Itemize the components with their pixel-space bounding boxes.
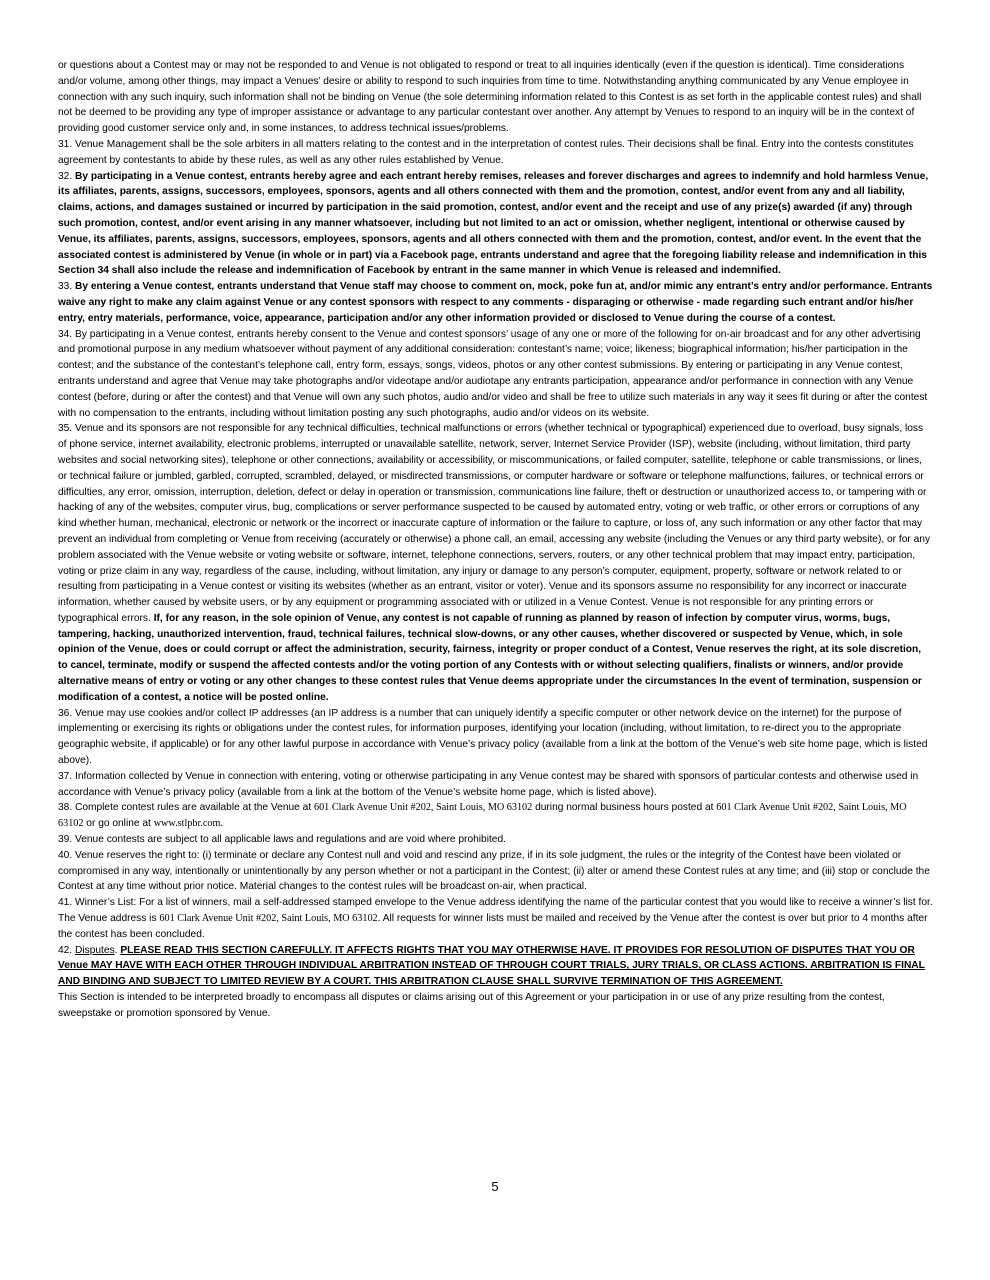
paragraph-32-bold-text: By participating in a Venue contest, entrants hereby agree and each entrant hereby remises, releases and forever discharges and agrees to indemnify and hold harmless Venue, its affiliates, parents, assigns, successors, employees, sponsors, agents and all others connected with them and the promotion, contest, and/or event from any and all liability, claims, actions, and damages sustained or incurred by participation in the said promotion, contest, and/or event and the receipt and use of any prize(s) awarded (if any) through such promotion, contest, and/or event arising in any manner whatsoever, including but not limited to an act or omission, whether negligent, intentional or otherwise caused by Venue, its affiliates, parents, assigns, successors, employees, sponsors, agents and all others connected with them and the promotion, contest, and/or event. In the event that the associated contest is administered by Venue (in whole or in part) via a Facebook page, entrants understand and agree that the foregoing liability release and indemnification in this Section 34 shall also include the release and indemnification of Facebook by entrant in the same manner in which Venue is released and indemnified. xyxy=(58,170,929,277)
paragraph-32 xyxy=(58,169,933,280)
paragraph-32-number: 32. xyxy=(58,170,75,182)
paragraph-33 xyxy=(58,279,933,326)
paragraph-33-bold-text: By entering a Venue contest, entrants understand that Venue staff may choose to comment on, mock, poke fun at, and/or mimic any entrant’s entry and/or performance. Entrants waive any right to make any claim against Venue or any contest sponsors with respect to any comments - disparaging or otherwise - made regarding such entrant and/or his/her entry, entry materials, performance, voice, appearance, participation and/or any other information provided or disclosed to Venue during the course of a contest. xyxy=(58,281,933,324)
arbitration-notice: PLEASE READ THIS SECTION CAREFULLY. IT AFFECTS RIGHTS THAT YOU MAY OTHERWISE HAVE. IT PROVIDES FOR RESOLUTION OF DISPUTES THAT YOU OR Venue MAY HAVE WITH EACH OTHER THROUGH INDIVIDUAL ARBITRATION INSTEAD OF THROUGH COURT TRIALS, JURY TRIALS, OR CLASS ACTIONS. ARBITRATION IS FINAL AND BINDING AND SUBJECT TO LIMITED REVIEW BY A COURT. THIS ARBITRATION CLAUSE SHALL SURVIVE TERMINATION OF THIS AGREEMENT. xyxy=(58,944,925,988)
paragraph-41 xyxy=(58,895,933,942)
venue-address: 601 Clark Avenue Unit #202, Saint Louis, MO 63102 xyxy=(313,802,533,814)
paragraph-38-lead: 38. Complete contest rules are available at the Venue at xyxy=(58,802,314,814)
paragraph-35-bold-text: If, for any reason, in the sole opinion of Venue, any contest is not capable of running as planned by reason of infection by computer virus, worms, bugs, tampering, hacking, unauthorized intervention, fraud, technical failures, technical slow-downs, or any other causes, whether discovered or suspected by Venue, which, in sole opinion of the Venue, does or could corrupt or affect the administration, security, fairness, integrity or proper conduct of a Contest, Venue reserves the right, at its sole discretion, to cancel, terminate, modify or suspend the affected contests and/or the voting portion of any Contests with or without selecting qualifiers, finalists or winners, and/or provide alternative means of entry or voting or any other changes to these contest rules that Venue deems appropriate under the circumstances In the event of termination, suspension or modification of a contest, a notice will be posted online. xyxy=(58,612,922,703)
paragraph-35-text: 35. Venue and its sponsors are not responsible for any technical difficulties, technical malfunctions or errors (whether technical or typographical) experienced due to overload, busy signals, loss of phone service, internet availability, electronic problems, interrupted or unavailable satellite, network, server, Internet Service Provider (ISP), website (including, without limitation, third party websites and social networking sites), telephone or other connections, availability or accessibility, or miscommunications, or failed computer, satellite, telephone or cable transmissions, or lines, or technical failure or jumbled, garbled, corrupted, scrambled, delayed, or misdirected transmissions, or computer hardware or software or telephone malfunctions, failures, or technical errors or difficulties, any error, omission, interruption, deletion, defect or delay in operation or transmission, communications line failure, theft or destruction or unauthorized access to, or tampering with or hacking of any of the websites, computer virus, bug, complications or server performance suspected to be caused by automated entry, voting or web traffic, or other errors or corruptions of any kind whether human, mechanical, electronic or network or the incorrect or inaccurate capture of information or the failure to capture, or loss of, any such information or any other factor that may prevent an individual from completing or Venue from receiving (accurately or otherwise) a phone call, an email, accessing any website (including the Venues or any third party website), or for any problem associated with the Venue website or voting website or software, internet, telephone connections, servers, routers, or any other technical problem that may impact entry, participation, voting or prize claim in any way, regardless of the cause, including, without limitation, any injury or damage to any person’s computer, equipment, property, software or network related to or resulting from participating in a Venue contest or visiting its websites (whether as an entrant, visitor or voter). Venue and its sponsors assume no responsibility for any incorrect or inaccurate information, whether caused by website users, or by any equipment or programming associated with or utilized in a Venue Contest. Venue is not responsible for any printing errors or typographical errors. xyxy=(58,423,931,624)
paragraph-38 xyxy=(58,800,933,832)
document-body xyxy=(58,58,933,1022)
paragraph-41-tail: . All requests for winner lists must be mailed and received by the Venue after the contest is over but prior to 4 months after the contest has been concluded. xyxy=(58,913,928,940)
website-url: www.stlpbr.com. xyxy=(153,818,223,830)
venue-address: 601 Clark Avenue Unit #202, Saint Louis, MO 63102 xyxy=(58,802,907,830)
venue-address: 601 Clark Avenue Unit #202, Saint Louis, MO 63102 xyxy=(159,913,378,925)
paragraph-38-mid: during normal business hours posted at xyxy=(532,802,717,814)
paragraph-38-online: or go online at xyxy=(83,818,154,830)
paragraph-34: 34. By participating in a Venue contest, entrants hereby consent to the Venue and contest sponsors’ usage of any one or more of the following for on-air broadcast and for any other advertising and promotional purpose in any medium whatsoever without payment of any additional consideration: contestant’s name; voice; likeness; biographical information; his/her participation in the contest; and the substance of the contestant’s telephone call, entry form, essays, songs, videos, photos or any other contest submissions. By entering or participating in any Venue contest, entrants understand and agree that Venue may take photographs and/or videotape and/or audiotape any entrants participation, appearance and/or performance in connection with any Venue contest (before, during or after the contest) and that Venue will own any such photos, audio and/or video and shall be free to utilize such materials in any way it sees fit during or after the contest with no compensation to the entrants, including without limitation posting any such photographs, audio and/or videos on its website. xyxy=(58,328,928,419)
page-number: 5 xyxy=(491,1179,499,1194)
paragraph-42-period: . xyxy=(114,944,121,956)
paragraph-42 xyxy=(58,943,933,990)
paragraph-31: 31. Venue Management shall be the sole arbiters in all matters relating to the contest and in the interpretation of contest rules. Their decisions shall be final. Entry into the contests constitutes agreement by contestants to abide by these rules, as well as any other rules established by Venue. xyxy=(58,138,914,166)
paragraph-41-lead: 41. Winner’s List: For a list of winners, mail a self-addressed stamped envelope to the Venue address identifying the name of the particular contest that you would like to receive a winner’s list for. The Venue address is xyxy=(58,897,933,925)
paragraph-35 xyxy=(58,421,933,705)
paragraph-intro: or questions about a Contest may or may not be responded to and Venue is not obligated to respond or treat to all inquiries identically (even if the question is identical). Time considerations and/or volume, among other things, may impact a Venues’ desire or ability to respond to such inquiries from time to time. Notwithstanding anything communicated by any Venue employee in connection with any such inquiry, such information shall not be binding on Venue (the sole determining information related to this Contest is as set forth in the applicable contest rules) and shall not be deemed to be providing any type of improper assistance or advantage to any particular contestant over another. Any attempt by Venues to respond to an inquiry will be in the context of providing good customer service only and, in some instances, to address technical issues/problems. xyxy=(58,60,922,135)
paragraph-36: 36. Venue may use cookies and/or collect IP addresses (an IP address is a number that can uniquely identify a specific computer or other network device on the internet) for the purpose of implementing or exercising its rights or obligations under the contest rules, for information purposes, identifying your location (including, without limitation, to re-direct you to the appropriate geographic website, if applicable) or for any other lawful purpose in accordance with Venue’s privacy policy (available from a link at the bottom of the Venue’s web site home page, which is listed above). xyxy=(58,707,928,767)
paragraph-37: 37. Information collected by Venue in connection with entering, voting or otherwise participating in any Venue contest may be shared with sponsors of particular contests and otherwise used in accordance with Venue’s privacy policy (available from a link at the bottom of the Venue’s website home page, which is listed above). xyxy=(58,770,919,798)
paragraph-33-number: 33. xyxy=(58,281,75,293)
paragraph-42-number: 42. xyxy=(58,944,75,956)
paragraph-closing: This Section is intended to be interpreted broadly to encompass all disputes or claims arising out of this Agreement or your participation in or use of any prize resulting from the contest, sweepstake or promotion sponsored by Venue. xyxy=(58,992,885,1019)
paragraph-39: 39. Venue contests are subject to all applicable laws and regulations and are void where prohibited. xyxy=(58,834,506,846)
paragraph-40: 40. Venue reserves the right to: (i) terminate or declare any Contest null and void and rescind any prize, if in its sole judgment, the rules or the integrity of the Contest have been violated or compromised in any way, intentionally or unintentionally by any person whether or not a participant in the Contest; (ii) alter or amend these Contest rules at any time; and (iii) stop or conclude the Contest at any time without prior notice. Material changes to the contest rules will be broadcast on-air, when practical. xyxy=(58,849,930,893)
disputes-heading: Disputes xyxy=(75,944,115,956)
